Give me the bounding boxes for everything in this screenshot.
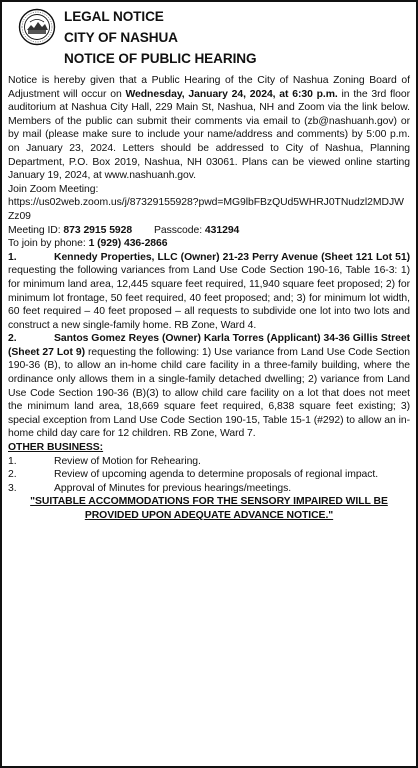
item-number: 1. xyxy=(8,455,17,467)
item-number: 2. xyxy=(8,333,17,345)
item-applicant: Santos Gomez Reyes (Owner) Karla Torres (Applicant) 34-36 Gillis Street (Sheet 27 Lot 9) xyxy=(8,333,410,358)
phone-label: To join by phone: xyxy=(8,238,89,250)
phone-line xyxy=(8,237,410,251)
other-business-item xyxy=(8,468,410,482)
passcode-value: 431294 xyxy=(204,224,240,236)
item-applicant: Kennedy Properties, LLC (Owner) 21-23 Perry Avenue (Sheet 121 Lot 51) xyxy=(54,251,410,263)
item-text: Review of Motion for Rehearing. xyxy=(54,455,201,467)
hearing-item xyxy=(8,332,410,441)
passcode-label: Passcode: xyxy=(154,224,205,236)
accommodations-notice: "SUITABLE ACCOMMODATIONS FOR THE SENSORY IMPAIRED WILL BE PROVIDED UPON ADEQUATE ADVANCE NOTICE." xyxy=(30,496,388,521)
item-text: Approval of Minutes for previous hearings/meetings. xyxy=(54,482,292,494)
other-business-heading: OTHER BUSINESS: xyxy=(8,442,104,454)
hearing-title: NOTICE OF PUBLIC HEARING xyxy=(64,51,257,66)
intro-text-1: Notice is hereby given that a Public Hearing of the City of Nashua Zoning Board of Adjustment will occur on xyxy=(8,75,410,100)
city-name: CITY OF NASHUA xyxy=(64,30,178,45)
city-seal-icon xyxy=(18,8,56,46)
other-business-item xyxy=(8,455,410,469)
meeting-info-row xyxy=(8,224,410,238)
other-business-item xyxy=(8,482,410,496)
item-number: 3. xyxy=(8,482,17,494)
hearing-date: Wednesday, January 24, 2024, at 6:30 p.m. xyxy=(125,88,338,100)
meeting-id-label: Meeting ID: xyxy=(8,224,64,236)
intro-paragraph xyxy=(8,74,410,183)
passcode xyxy=(154,224,239,238)
hearing-item xyxy=(8,251,410,333)
intro-text-2: in the 3rd floor auditorium at Nashua City Hall, 229 Main St, Nashua, NH and Zoom via the link below. Members of the public can submit their comments via email to (zb@nashuanh.gov) or by mail (please make sure to include your name/address and comments) by 5:00 p.m. on January 23, 2024. Letters should be addressed to City of Nashua, Planning Department, P.O. Box 2019, Nashua, NH 03061. Plans can be viewed online starting January 19, 2024, at www.nashuanh.gov. xyxy=(8,88,411,182)
zoom-join-label: Join Zoom Meeting: xyxy=(8,183,99,195)
item-number: 2. xyxy=(8,469,17,481)
item-text: Review of upcoming agenda to determine proposals of regional impact. xyxy=(54,469,379,481)
notice-header xyxy=(8,6,410,72)
zoom-link[interactable]: https://us02web.zoom.us/j/87329155928?pwd=MG9lbFBzQUd5WHRJ0TNudzl2MDJWZz09 xyxy=(8,197,404,222)
meeting-id xyxy=(8,224,154,238)
notice-title: LEGAL NOTICE xyxy=(64,9,164,24)
item-description: requesting the following: 1) Use variance from Land Use Code Section 190-36 (B), to allow an in-home child care facility in a three-family building, where the ordinance only allows them in a single-family detached dwelling; 2) variance from Land Use Code Section 190-36 (B)(3) to allow child care facility on a lot that does not meet the minimum land area, 18,669 square feet required, 6,838 square feet existing; 3) special exception from Land Use Code Section 190-15, Table 15-1 (#292) to allow an in-home child day care for 12 children. RB Zone, Ward 7. xyxy=(8,346,410,440)
phone-number[interactable]: 1 (929) 436-2866 xyxy=(88,238,168,250)
item-description: requesting the following variances from Land Use Code Section 190-16, Table 16-3: 1) for minimum land area, 12,445 square feet required, 11,940 square feet proposed; 2) for minimum lot frontage, 50 feet required, 40 feet proposed; and; 3) for minimum lot width, 60 feet required – 40 feet proposed – all requests to subdivide one lot into two lots and construct a new single-family home. RB Zone, Ward 4. xyxy=(8,265,410,331)
meeting-id-value: 873 2915 5928 xyxy=(63,224,133,236)
item-number: 1. xyxy=(8,251,17,263)
